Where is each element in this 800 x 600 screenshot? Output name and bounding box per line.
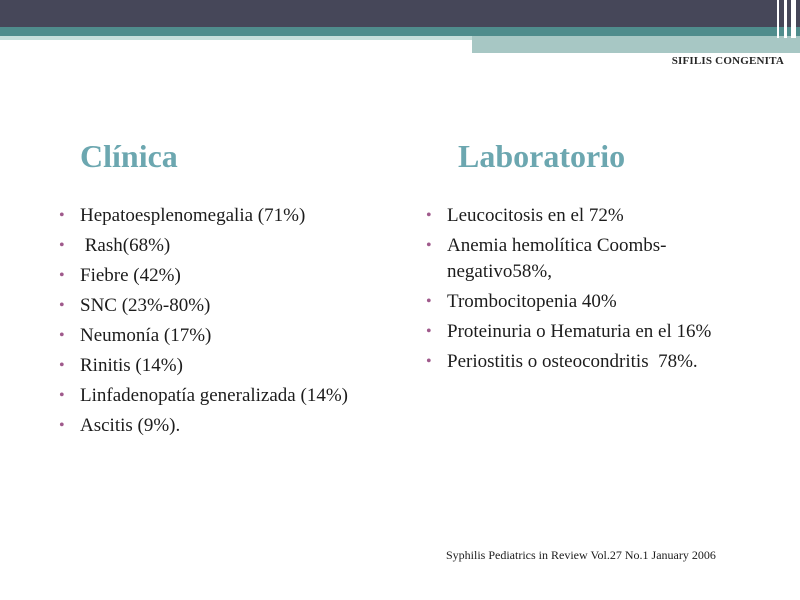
citation-reference: Syphilis Pediatrics in Review Vol.27 No.1 January 2006 bbox=[446, 548, 716, 562]
list-item-text: Neumonía (17%) bbox=[80, 325, 212, 346]
bullet-icon: • bbox=[59, 297, 65, 314]
bullet-icon: • bbox=[426, 353, 432, 370]
bullet-icon: • bbox=[59, 267, 65, 284]
bullet-icon: • bbox=[59, 417, 65, 434]
bullet-icon: • bbox=[426, 293, 432, 310]
list-item bbox=[423, 319, 753, 345]
list-item-text: Hepatoesplenomegalia (71%) bbox=[80, 205, 306, 226]
list-item-text: SNC (23%-80%) bbox=[80, 295, 211, 316]
bullet-icon: • bbox=[426, 237, 432, 254]
light-accent-stripe bbox=[0, 36, 472, 40]
laboratorio-title: Laboratorio bbox=[458, 138, 626, 174]
right-accent-block bbox=[472, 36, 800, 53]
list-item bbox=[56, 353, 376, 379]
top-banner-band bbox=[0, 0, 800, 27]
list-item bbox=[423, 233, 753, 285]
list-item-text: Anemia hemolítica Coombs-negativo58%, bbox=[447, 235, 667, 282]
bullet-icon: • bbox=[59, 237, 65, 254]
clinica-title: Clínica bbox=[80, 138, 178, 174]
clinica-list bbox=[56, 203, 376, 443]
list-item bbox=[56, 263, 376, 289]
list-item bbox=[423, 203, 753, 229]
list-item-text: Periostitis o osteocondritis 78%. bbox=[447, 351, 698, 372]
laboratorio-list bbox=[423, 203, 753, 379]
list-item-text: Ascitis (9%). bbox=[80, 415, 181, 436]
list-item bbox=[56, 233, 376, 259]
list-item-text: Rash(68%) bbox=[80, 235, 171, 256]
list-item bbox=[423, 349, 753, 375]
list-item bbox=[56, 413, 376, 439]
corner-decoration bbox=[773, 0, 800, 38]
list-item bbox=[56, 293, 376, 319]
bullet-icon: • bbox=[59, 387, 65, 404]
bullet-icon: • bbox=[59, 327, 65, 344]
list-item bbox=[423, 289, 753, 315]
list-item-text: Rinitis (14%) bbox=[80, 355, 183, 376]
list-item bbox=[56, 383, 376, 409]
bullet-icon: • bbox=[59, 357, 65, 374]
list-item-text: Proteinuria o Hematuria en el 16% bbox=[447, 321, 712, 342]
teal-accent-stripe bbox=[0, 27, 800, 36]
bullet-icon: • bbox=[426, 207, 432, 224]
bullet-icon: • bbox=[426, 323, 432, 340]
list-item-text: Fiebre (42%) bbox=[80, 265, 181, 286]
slide-header-label: SIFILIS CONGENITA bbox=[671, 55, 784, 67]
list-item bbox=[56, 323, 376, 349]
bullet-icon: • bbox=[59, 207, 65, 224]
list-item bbox=[56, 203, 376, 229]
list-item-text: Trombocitopenia 40% bbox=[447, 291, 617, 312]
list-item-text: Leucocitosis en el 72% bbox=[447, 205, 624, 226]
list-item-text: Linfadenopatía generalizada (14%) bbox=[80, 385, 348, 406]
